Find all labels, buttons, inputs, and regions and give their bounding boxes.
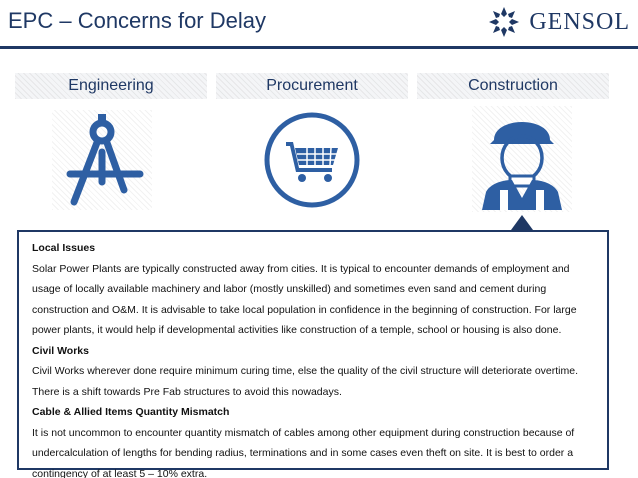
civil-works-line: Civil Works wherever done require minimum curing time, else the quality of the civil structure will deteriorate overtime. bbox=[32, 365, 579, 377]
section-heading-civil-works: Civil Works bbox=[32, 344, 89, 357]
local-issues-line: construction and O&M. It is advisable to take local population in confidence in the beginning of construction. For large bbox=[32, 303, 577, 316]
civil-works-line: There is a shift towards Pre Fab structures to avoid this nowadays. bbox=[32, 385, 342, 398]
category-construction: Construction bbox=[417, 73, 609, 99]
logo-emblem-icon bbox=[487, 5, 521, 39]
gensol-logo bbox=[487, 4, 630, 40]
category-procurement: Procurement bbox=[216, 73, 408, 99]
compass-icon bbox=[52, 110, 152, 210]
cable-mismatch-line: undercalculation of lengths for bending radius, terminations and in some cases even theft on site. It is best to order a bbox=[32, 447, 574, 459]
local-issues-line: power plants, it would help if developmental activities like construction of a temple, school or housing is also done. bbox=[32, 324, 562, 336]
header-divider bbox=[0, 46, 638, 49]
section-heading-cable-mismatch: Cable & Allied Items Quantity Mismatch bbox=[32, 406, 230, 418]
worker-icon bbox=[472, 106, 572, 212]
logo-text: GENSOL bbox=[529, 8, 630, 35]
local-issues-line: Solar Power Plants are typically constructed away from cities. It is typical to encounter demands of employment and bbox=[32, 262, 570, 275]
cable-mismatch-line: It is not uncommon to encounter quantity mismatch of cables among other equipment during construction because of bbox=[32, 426, 575, 439]
local-issues-line: usage of locally available machinery and labor (mostly unskilled) and sometimes even sand and cement during bbox=[32, 283, 547, 295]
category-engineering: Engineering bbox=[15, 73, 207, 99]
section-heading-local-issues: Local Issues bbox=[32, 242, 96, 254]
shopping-cart-icon bbox=[262, 110, 362, 210]
concerns-panel bbox=[17, 230, 609, 478]
cable-mismatch-line: contingency of at least 5 – 10% extra. bbox=[32, 467, 208, 478]
callout-pointer bbox=[511, 215, 533, 230]
page-title: EPC – Concerns for Delay bbox=[8, 8, 266, 33]
